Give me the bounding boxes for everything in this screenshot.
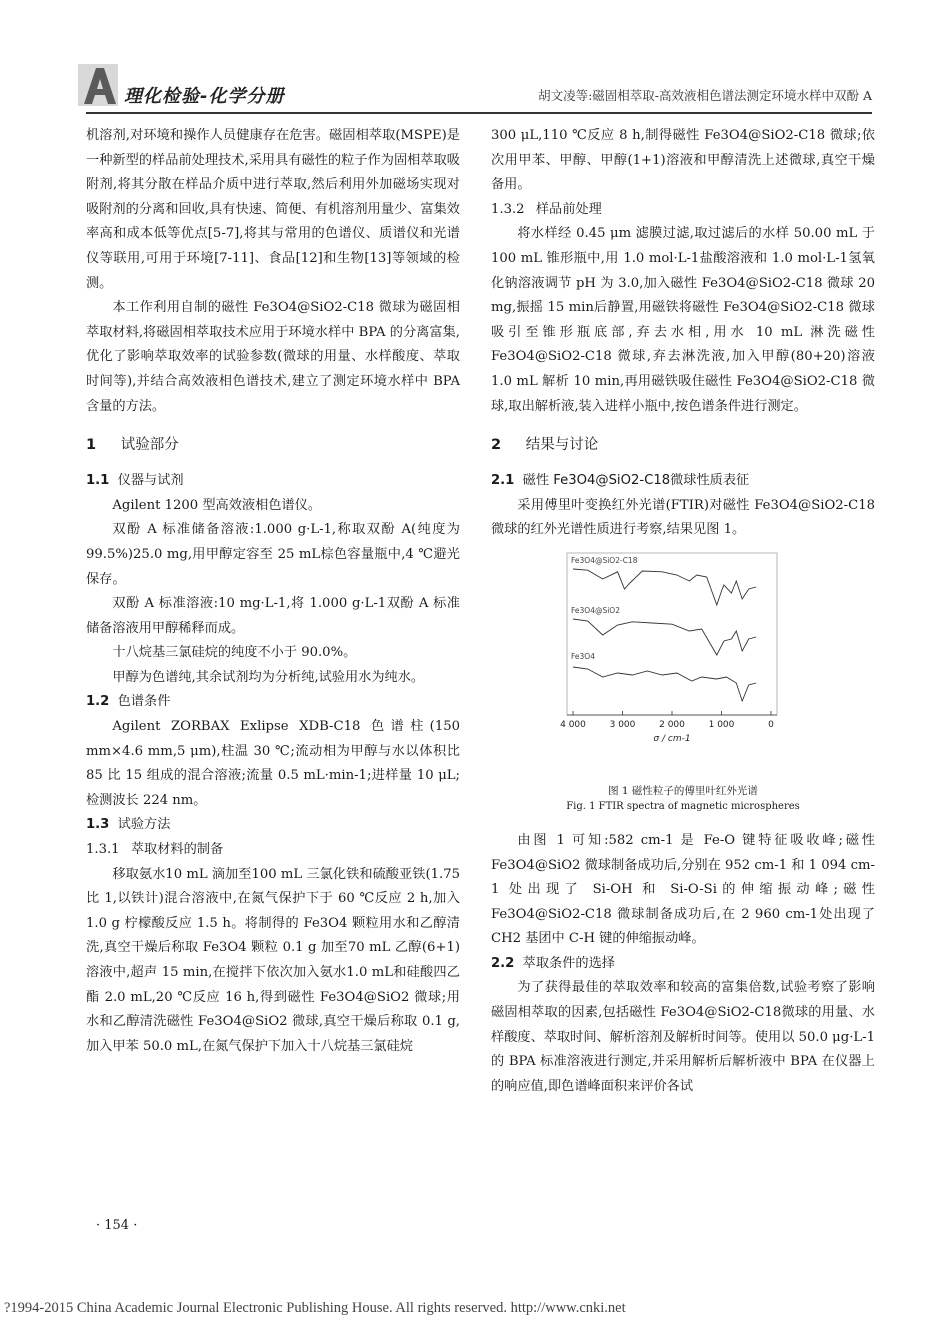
x-tick-label: 3 000: [609, 719, 636, 730]
svg-text:A: A: [86, 102, 87, 103]
series-label: Fe3O4@SiO2-C18: [571, 555, 638, 565]
paragraph: 300 μL,110 ℃反应 8 h,制得磁性 Fe3O4@SiO2-C18 微球;依次用甲苯、甲醇、甲醇(1+1)溶液和甲醇清洗上述微球,真空干燥备用。: [491, 128, 875, 193]
subsection-heading: [86, 469, 460, 494]
x-axis-label: σ / cm-1: [653, 733, 691, 744]
section-title: 萃取条件的选择: [522, 955, 615, 971]
paragraph: 本工作利用自制的磁性 Fe3O4@SiO2-C18 微球为磁固相萃取材料,将磁固相萃取技术应用于环境水样中 BPA 的分离富集,优化了影响萃取效率的试验参数(微球的用量、水样酸度、萃取时间等),并结合高效液相色谱技术,建立了测定环境水样中 BPA 含量的方法。: [86, 300, 460, 414]
section-title: 色谱条件: [117, 694, 171, 710]
paragraph: 移取氨水10 mL 滴加至100 mL 三氯化铁和硫酸亚铁(1.75 比 1,以铁计)混合溶液中,在氮气保护下于 60 ℃反应 2 h,加入 1.0 g 柠檬酸反应 1.5 h。将制得的 Fe3O4 颗粒用水和乙醇清洗,真空干燥后称取 Fe3O4 颗粒 0.1 g 加至70 mL 乙醇(6+1)溶液中,超声 15 min,在搅拌下依次加入氨水1.0 mL和硅酸四乙酯 2.0 mL,20 ℃反应 16 h,得到磁性 Fe3O4@SiO2 微球;用水和乙醇清洗磁性 Fe3O4@SiO2 微球,真空干燥后称取 0.1 g,加入甲苯 50.0 mL,在氮气保护下加入十八烷基三氯硅烷: [86, 866, 460, 1054]
paragraph: 由图 1 可知:582 cm-1 是 Fe-O 键特征吸收峰;磁性 Fe3O4@SiO2 微球制备成功后,分别在 952 cm-1 和 1 094 cm-1 处出现了 Si-OH 和 Si-O-Si的伸缩振动峰;磁性 Fe3O4@SiO2-C18 微球制备成功后,在 2 960 cm-1处出现了 CH2 基团中 C-H 键的伸缩振动峰。: [491, 832, 875, 947]
paragraph: 双酚 A 标准储备溶液:1.000 g·L-1,称取双酚 A(纯度为 99.5%)25.0 mg,用甲醇定容至 25 mL棕色容量瓶中,4 ℃避光保存。: [86, 522, 460, 587]
ftir-figure: [491, 549, 875, 779]
section-number: 1: [86, 437, 97, 454]
x-tick-label: 4 000: [560, 719, 586, 730]
journal-name: 理化检验-化学分册: [124, 86, 285, 107]
section-title: 试验部分: [120, 437, 179, 454]
figure-caption-cn: 图 1 磁性粒子的傅里叶红外光谱: [608, 784, 758, 797]
section-heading: [86, 433, 460, 457]
subsection-heading: [86, 813, 460, 838]
paragraph: Agilent 1200 型高效液相色谱仪。: [112, 497, 322, 513]
subsubsection-heading: [491, 198, 875, 223]
x-tick-label: 0: [768, 719, 774, 730]
section-title: 试验方法: [117, 817, 171, 833]
section-heading: [491, 433, 875, 457]
series-label: Fe3O4@SiO2: [571, 605, 620, 615]
subsubsection-heading: [86, 838, 460, 863]
paragraph: 甲醇为色谱纯,其余试剂均为分析纯,试验用水为纯水。: [112, 669, 425, 685]
figure-caption-en: Fig. 1 FTIR spectra of magnetic microspheres: [566, 800, 800, 812]
page-header: [78, 62, 878, 114]
section-number: 1.3.1: [86, 842, 120, 858]
series-label: Fe3O4: [571, 651, 595, 661]
section-title: 仪器与试剂: [117, 473, 184, 489]
paragraph: 为了获得最佳的萃取效率和较高的富集倍数,试验考察了影响磁固相萃取的因素,包括磁性 Fe3O4@SiO2-C18微球的用量、水样酸度、萃取时间、解析溶剂及解析时间等。使用以 50.0 μg·L-1的 BPA 标准溶液进行测定,并采用解析后解析液中 BPA 在仪器上的响应值,即色谱峰面积来评价各试: [491, 980, 875, 1094]
subsection-heading: [491, 952, 875, 977]
section-number: 2: [491, 437, 502, 454]
right-column: [491, 124, 875, 1099]
paragraph: 将水样经 0.45 μm 滤膜过滤,取过滤后的水样 50.00 mL 于 100 mL 锥形瓶中,用 1.0 mol·L-1盐酸溶液和 1.0 mol·L-1氢氧化钠溶液调节 pH 为 3.0,加入磁性 Fe3O4@SiO2-C18 微球 20 mg,振摇 15 min后静置,用磁铁将磁性 Fe3O4@SiO2-C18 微球吸引至锥形瓶底部,弃去水相,用水 10 mL 淋洗磁性 Fe3O4@SiO2-C18 微球,弃去淋洗液,加入甲醇(80+20)溶液 1.0 mL 解析 10 min,再用磁铁吸住磁性 Fe3O4@SiO2-C18 微球,取出解析液,装入进样小瓶中,按色谱条件进行测定。: [491, 226, 875, 414]
section-title: 磁性 Fe3O4@SiO2-C18微球性质表征: [522, 473, 750, 489]
section-title: 结果与讨论: [525, 437, 599, 454]
section-number: 2.2: [491, 955, 515, 971]
paragraph: 机溶剂,对环境和操作人员健康存在危害。磁固相萃取(MSPE)是一种新型的样品前处理技术,采用具有磁性的粒子作为固相萃取吸附剂,将其分散在样品介质中进行萃取,然后利用外加磁场实现对吸附剂的分离和回收,具有快速、简便、有机溶剂用量少、富集效率高和成本低等优点[5-7],将其与常用的色谱仪、质谱仪和光谱仪等联用,可用于环境[7-11]、食品[12]和生物[13]等领域的检测。: [86, 128, 460, 291]
paragraph: Agilent ZORBAX Exlipse XDB-C18 色谱柱(150 mm×4.6 mm,5 μm),柱温 30 ℃;流动相为甲醇与水以体积比 85 比 15 组成的混合溶液;流量 0.5 mL·min-1;进样量 10 μL;检测波长 224 nm。: [86, 719, 460, 808]
section-title: 萃取材料的制备: [130, 842, 224, 858]
x-tick-label: 1 000: [708, 719, 735, 730]
section-number: 1.1: [86, 473, 110, 489]
page-number: · 154 ·: [96, 1218, 138, 1233]
left-column: [86, 124, 460, 1059]
section-number: 1.2: [86, 694, 110, 710]
spectrum-line: [573, 667, 756, 701]
spectrum-line: [573, 569, 756, 605]
section-number: 1.3: [86, 817, 110, 833]
journal-logo-icon: [78, 62, 122, 108]
paragraph: 采用傅里叶变换红外光谱(FTIR)对磁性 Fe3O4@SiO2-C18微球的红外光谱性质进行考察,结果见图 1。: [491, 497, 875, 538]
section-number: 2.1: [491, 473, 515, 489]
running-title: 胡文凌等:磁固相萃取-高效液相色谱法测定环境水样中双酚 A: [538, 88, 872, 103]
copyright-notice: ?1994-2015 China Academic Journal Electronic Publishing House. All rights reserved. http://www.cnki.net: [4, 1300, 626, 1316]
subsection-heading: [491, 469, 875, 494]
spectrum-line: [573, 619, 756, 655]
ftir-chart: [491, 549, 875, 779]
subsection-heading: [86, 690, 460, 715]
paragraph: 十八烷基三氯硅烷的纯度不小于 90.0%。: [112, 645, 357, 661]
paragraph: 双酚 A 标准溶液:10 mg·L-1,将 1.000 g·L-1双酚 A 标准储备溶液用甲醇稀释而成。: [86, 596, 460, 636]
header-divider: [86, 112, 872, 114]
plot-frame: [567, 553, 777, 715]
x-tick-label: 2 000: [659, 719, 685, 730]
section-number: 1.3.2: [491, 201, 525, 217]
section-title: 样品前处理: [535, 201, 602, 217]
